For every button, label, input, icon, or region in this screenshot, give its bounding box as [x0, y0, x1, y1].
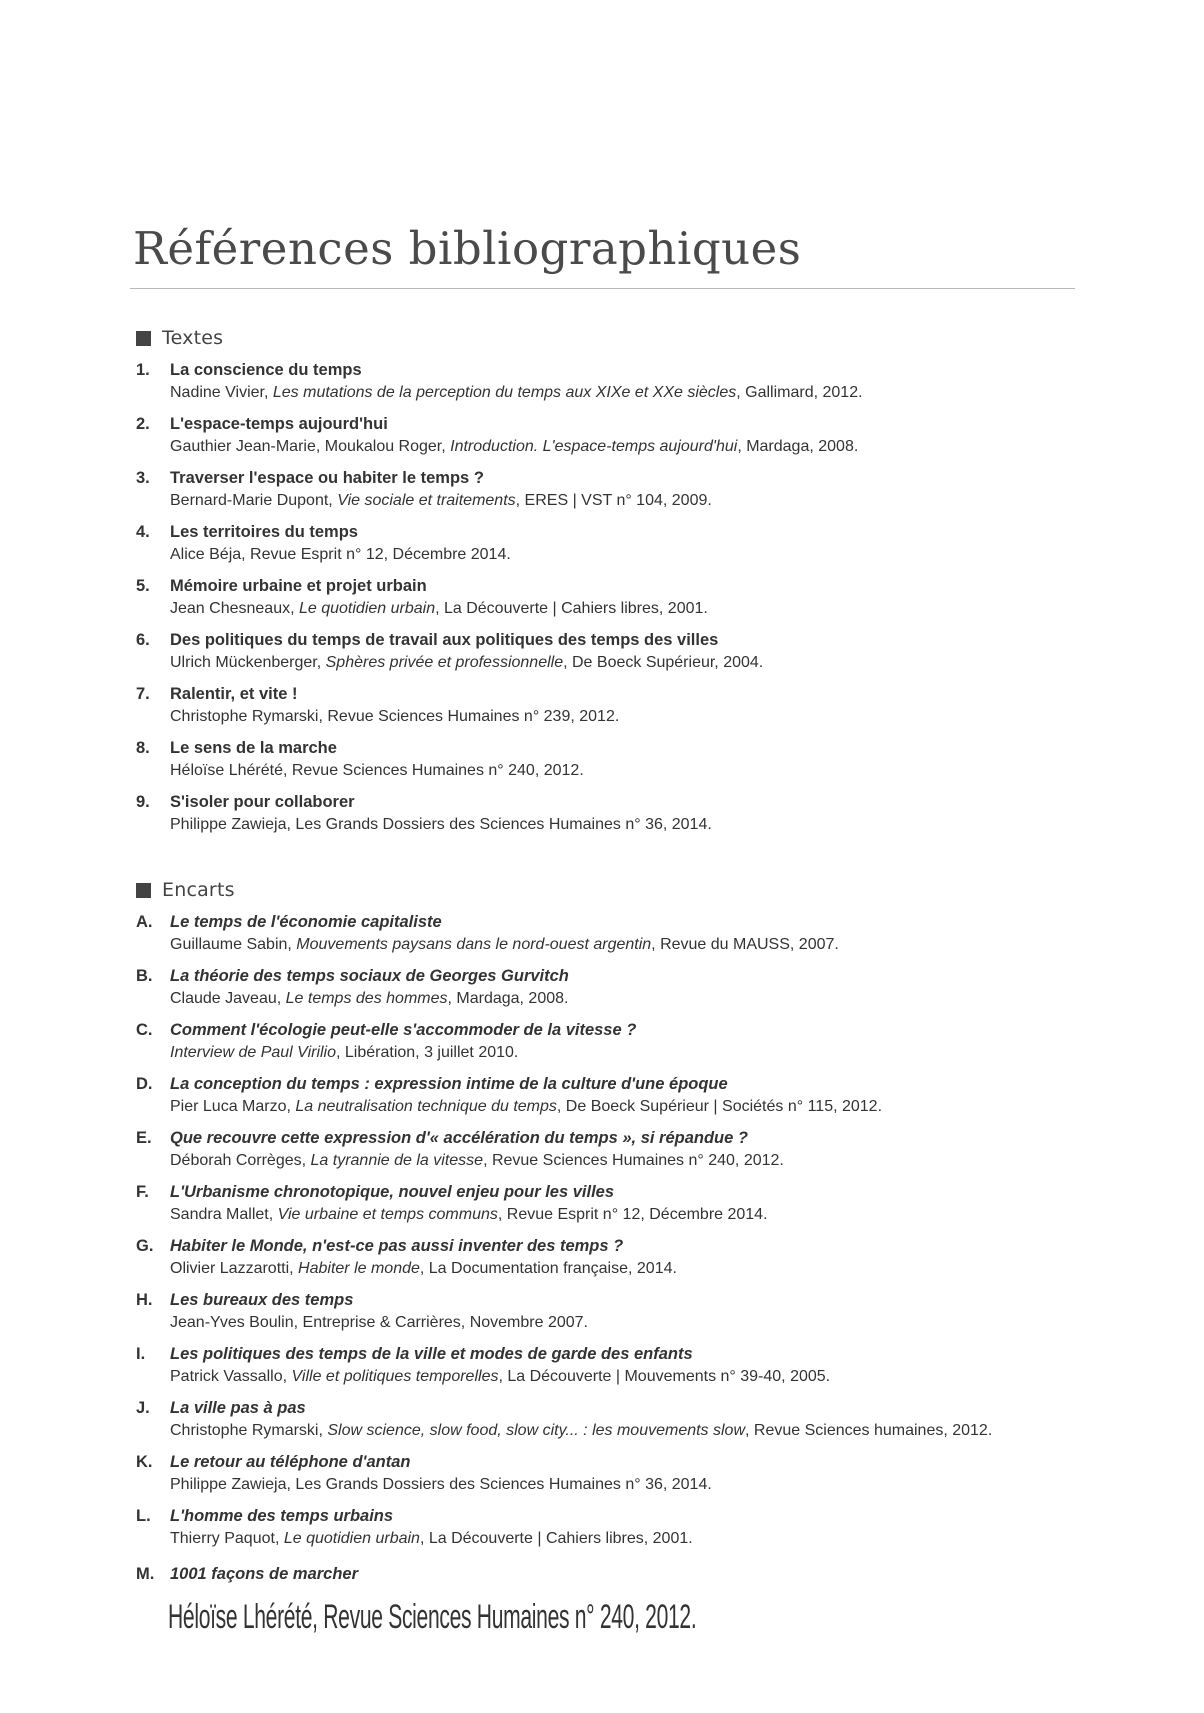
entry-title: Les territoires du temps: [170, 523, 358, 541]
section-heading: [136, 877, 1096, 903]
reference-text: , Mardaga, 2008.: [447, 990, 569, 1007]
list-item: [136, 1289, 1096, 1343]
entry-reference: [170, 706, 619, 728]
reference-work-title: Habiter le monde: [298, 1260, 420, 1277]
list-item: [136, 1235, 1096, 1289]
entry-marker: 3.: [136, 469, 150, 487]
page-title: Références bibliographiques: [133, 222, 802, 275]
reference-work-title: Vie urbaine et temps communs: [277, 1206, 498, 1223]
entry-marker: A.: [136, 913, 153, 931]
entry-marker: 7.: [136, 685, 150, 703]
reference-text: Nadine Vivier,: [170, 384, 273, 401]
list-item: [136, 467, 1096, 521]
reference-text: , La Découverte | Mouvements n° 39-40, 2005.: [498, 1368, 831, 1385]
entry-title: S'isoler pour collaborer: [170, 793, 355, 811]
entry-reference: [170, 1366, 830, 1388]
section-label-textes: Textes: [162, 327, 224, 349]
reference-work-title: Slow science, slow food, slow city... : les mouvements slow: [327, 1422, 746, 1439]
reference-text: Patrick Vassallo,: [170, 1368, 292, 1385]
annotated-reference: Héloïse Lhérété, Revue Sciences Humaines n° 240, 2012.: [168, 1598, 697, 1636]
entry-title: Mémoire urbaine et projet urbain: [170, 577, 427, 595]
entry-title: La conception du temps : expression intime de la culture d'une époque: [170, 1075, 728, 1093]
reference-text: Bernard-Marie Dupont,: [170, 492, 338, 509]
reference-text: , La Documentation française, 2014.: [419, 1260, 677, 1277]
reference-work-title: Le temps des hommes: [285, 990, 448, 1007]
entry-reference: [170, 652, 763, 674]
list-item: [136, 911, 1096, 965]
reference-text: Jean Chesneaux,: [170, 600, 299, 617]
entry-marker: 2.: [136, 415, 150, 433]
reference-work-title: Vie sociale et traitements: [337, 492, 516, 509]
list-item: [136, 1451, 1096, 1505]
title-divider: [130, 288, 1075, 289]
section-textes: [136, 325, 1096, 845]
entry-marker: 6.: [136, 631, 150, 649]
entry-marker: K.: [136, 1453, 153, 1471]
list-item: [136, 359, 1096, 413]
entry-marker: 8.: [136, 739, 150, 757]
list-item: [136, 575, 1096, 629]
entry-reference: [170, 598, 708, 620]
square-bullet-icon: [136, 883, 151, 898]
entry-reference: [170, 934, 839, 956]
list-item: [136, 1343, 1096, 1397]
reference-text: , ERES | VST n° 104, 2009.: [515, 492, 712, 509]
entry-reference: [170, 490, 712, 512]
reference-text: Gauthier Jean-Marie, Moukalou Roger,: [170, 438, 451, 455]
reference-text: Philippe Zawieja, Les Grands Dossiers des Sciences Humaines n° 36, 2014.: [170, 1476, 712, 1493]
entry-reference: [170, 544, 511, 566]
entry-title: Habiter le Monde, n'est-ce pas aussi inventer des temps ?: [170, 1237, 624, 1255]
reference-text: Sandra Mallet,: [170, 1206, 278, 1223]
list-item: [136, 1073, 1096, 1127]
reference-work-title: Le quotidien urbain: [283, 1530, 420, 1547]
entry-marker: 5.: [136, 577, 150, 595]
entry-reference: [170, 1096, 882, 1118]
entry-marker: 9.: [136, 793, 150, 811]
entry-marker: 4.: [136, 523, 150, 541]
entry-marker: 1.: [136, 361, 150, 379]
reference-text: , Revue Esprit n° 12, Décembre 2014.: [497, 1206, 768, 1223]
entry-title: La conscience du temps: [170, 361, 362, 379]
entry-reference: [170, 1312, 588, 1334]
reference-text: Pier Luca Marzo,: [170, 1098, 296, 1115]
entry-reference: [170, 1420, 992, 1442]
reference-text: Déborah Corrèges,: [170, 1152, 311, 1169]
entry-title: Ralentir, et vite !: [170, 685, 298, 703]
section-label-encarts: Encarts: [162, 879, 235, 901]
reference-text: , Libération, 3 juillet 2010.: [336, 1044, 519, 1061]
reference-work-title: Mouvements paysans dans le nord-ouest argentin: [296, 936, 652, 953]
entry-marker: J.: [136, 1399, 150, 1417]
entry-marker: G.: [136, 1237, 154, 1255]
section-heading: [136, 325, 1096, 351]
list-item: [136, 1127, 1096, 1181]
reference-text: Christophe Rymarski, Revue Sciences Humaines n° 239, 2012.: [170, 708, 620, 725]
reference-work-title: Interview de Paul Virilio: [170, 1044, 337, 1061]
entry-title: Le temps de l'économie capitaliste: [170, 913, 442, 931]
reference-work-title: Le quotidien urbain: [298, 600, 436, 617]
entry-marker: L.: [136, 1507, 151, 1525]
reference-text: , La Découverte | Cahiers libres, 2001.: [435, 600, 708, 617]
entry-reference: [170, 436, 858, 458]
reference-text: , Revue Sciences humaines, 2012.: [745, 1422, 993, 1439]
entry-title: L'homme des temps urbains: [170, 1507, 394, 1525]
entry-reference: [170, 382, 863, 404]
entry-reference: [170, 1204, 768, 1226]
entry-title: Traverser l'espace ou habiter le temps ?: [170, 469, 484, 487]
entry-title: Que recouvre cette expression d'« accélération du temps », si répandue ?: [170, 1129, 748, 1147]
entry-marker: B.: [136, 967, 153, 985]
entry-title: Le sens de la marche: [170, 739, 337, 757]
reference-text: Claude Javeau,: [170, 990, 286, 1007]
entry-reference: [170, 1258, 677, 1280]
reference-work-title: La neutralisation technique du temps: [295, 1098, 557, 1115]
list-item: [136, 965, 1096, 1019]
entry-marker: H.: [136, 1291, 153, 1309]
square-bullet-icon: [136, 331, 151, 346]
section-encarts: [136, 877, 1096, 1559]
reference-text: , Gallimard, 2012.: [736, 384, 863, 401]
list-item: [136, 737, 1096, 791]
list-item: [136, 629, 1096, 683]
list-item: [136, 1019, 1096, 1073]
reference-text: Philippe Zawieja, Les Grands Dossiers des Sciences Humaines n° 36, 2014.: [170, 816, 712, 833]
entry-title: Des politiques du temps de travail aux politiques des temps des villes: [170, 631, 719, 649]
reference-work-title: Sphères privée et professionnelle: [325, 654, 564, 671]
reference-text: Olivier Lazzarotti,: [170, 1260, 299, 1277]
entry-title: La ville pas à pas: [170, 1399, 306, 1417]
reference-text: , Revue du MAUSS, 2007.: [651, 936, 839, 953]
entry-title: Le retour au téléphone d'antan: [170, 1453, 411, 1471]
list-item: [136, 521, 1096, 575]
entry-reference: [170, 1528, 693, 1550]
entry-marker: M.: [136, 1565, 155, 1583]
list-item: [136, 683, 1096, 737]
list-item: [136, 1397, 1096, 1451]
entry-marker: F.: [136, 1183, 149, 1201]
reference-text: , Revue Sciences Humaines n° 240, 2012.: [483, 1152, 784, 1169]
entry-reference: [170, 1150, 784, 1172]
reference-text: Héloïse Lhérété, Revue Sciences Humaines n° 240, 2012.: [170, 762, 584, 779]
entry-reference: [170, 988, 568, 1010]
entry-reference: [170, 760, 584, 782]
reference-text: , De Boeck Supérieur | Sociétés n° 115, 2012.: [556, 1098, 883, 1115]
entry-reference: [170, 814, 712, 836]
reference-text: , De Boeck Supérieur, 2004.: [563, 654, 764, 671]
reference-work-title: La tyrannie de la vitesse: [310, 1152, 484, 1169]
entry-title: Comment l'écologie peut-elle s'accommoder de la vitesse ?: [170, 1021, 637, 1039]
entry-reference: [170, 1042, 518, 1064]
reference-work-title: Introduction. L'espace-temps aujourd'hui: [450, 438, 738, 455]
encarts-list: [136, 911, 1096, 1559]
reference-text: Christophe Rymarski,: [170, 1422, 328, 1439]
reference-text: Thierry Paquot,: [170, 1530, 284, 1547]
reference-text: Jean-Yves Boulin, Entreprise & Carrières, Novembre 2007.: [170, 1314, 588, 1331]
list-item: [136, 1505, 1096, 1559]
entry-marker: C.: [136, 1021, 153, 1039]
entry-title: Les politiques des temps de la ville et modes de garde des enfants: [170, 1345, 693, 1363]
entry-title: L'espace-temps aujourd'hui: [170, 415, 388, 433]
entry-title: Les bureaux des temps: [170, 1291, 354, 1309]
reference-text: Ulrich Mückenberger,: [170, 654, 326, 671]
entry-title: 1001 façons de marcher: [170, 1565, 359, 1583]
reference-work-title: Ville et politiques temporelles: [291, 1368, 499, 1385]
reference-text: , La Découverte | Cahiers libres, 2001.: [419, 1530, 693, 1547]
list-item: [136, 413, 1096, 467]
entry-marker: I.: [136, 1345, 146, 1363]
entry-reference: [170, 1474, 712, 1496]
entry-title: L'Urbanisme chronotopique, nouvel enjeu pour les villes: [170, 1183, 615, 1201]
list-item: [136, 1181, 1096, 1235]
reference-text: Alice Béja, Revue Esprit n° 12, Décembre 2014.: [170, 546, 511, 563]
reference-work-title: Les mutations de la perception du temps aux XIXe et XXe siècles: [272, 384, 737, 401]
entry-marker: E.: [136, 1129, 152, 1147]
reference-text: , Mardaga, 2008.: [737, 438, 859, 455]
entry-title: La théorie des temps sociaux de Georges Gurvitch: [170, 967, 569, 985]
list-item: [136, 791, 1096, 845]
entry-marker: D.: [136, 1075, 153, 1093]
textes-list: [136, 359, 1096, 845]
reference-text: Guillaume Sabin,: [170, 936, 297, 953]
